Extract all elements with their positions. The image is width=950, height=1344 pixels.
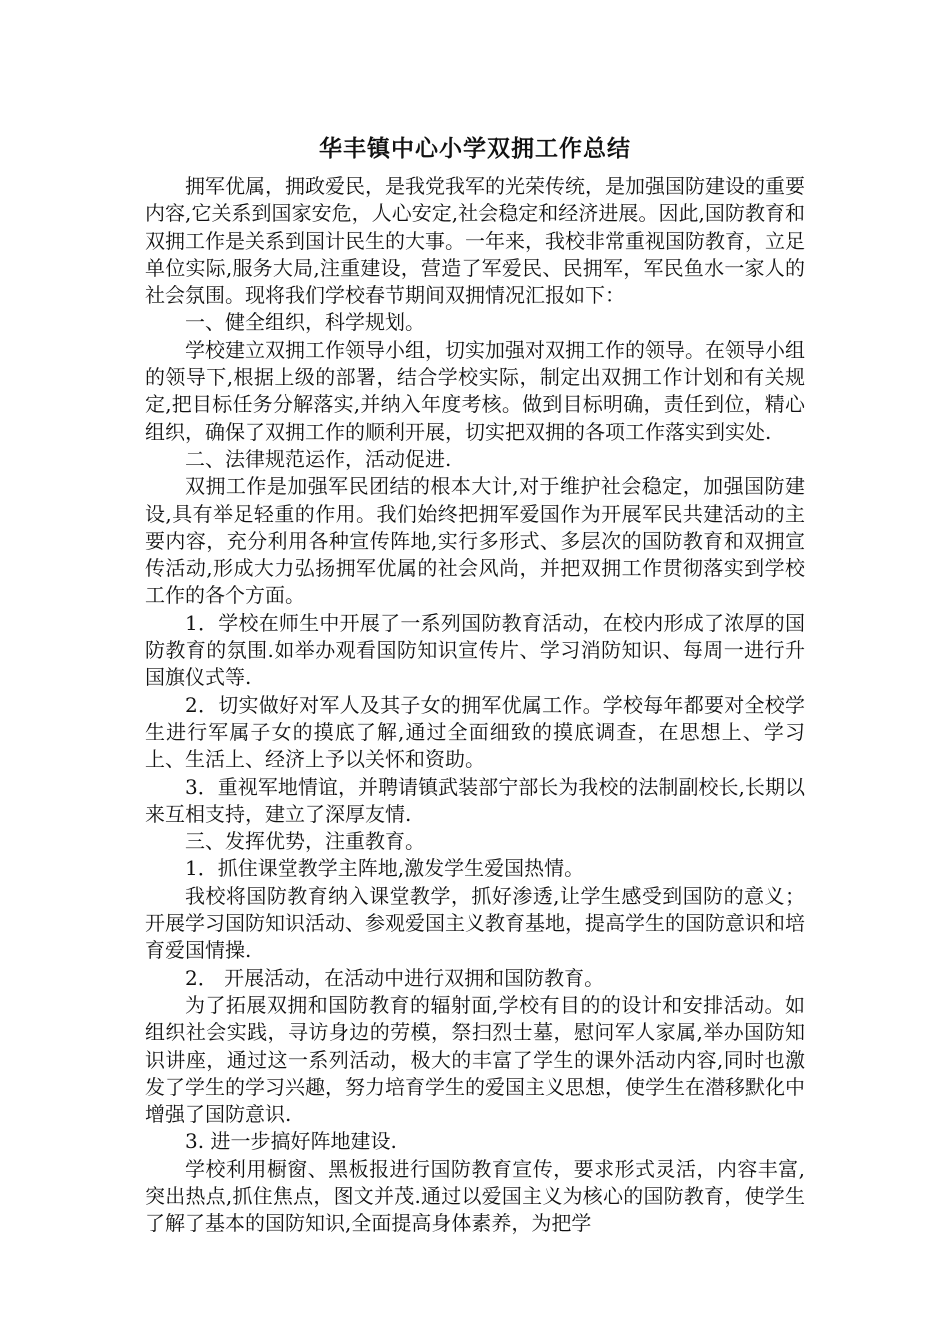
list-item: 3. 进一步搞好阵地建设. <box>185 1129 397 1154</box>
paragraph-intro: 拥军优属，拥政爱民，是我党我军的光荣传统，是加强国防建设的重要内容,它关系到国家安危，人心安定,社会稳定和经济进展。因此,国防教育和双拥工作是关系到国计民生的大事。一年来，我校非常重视国防教育，立足单位实际,服务大局,注重建设，营造了军爱民、民拥军，军民鱼水一家人的社会氛围。现将我们学校春节期间双拥情况汇报如下： <box>145 174 805 308</box>
list-item: 2． 开展活动，在活动中进行双拥和国防教育。 <box>185 965 605 990</box>
paragraph: 我校将国防教育纳入课堂教学，抓好渗透,让学生感受到国防的意义；开展学习国防知识活动、参观爱国主义教育基地，提高学生的国防意识和培育爱国情操. <box>145 883 805 963</box>
paragraph: 双拥工作是加强军民团结的根本大计,对于维护社会稳定，加强国防建设,具有举足轻重的作用。我们始终把拥军爱国作为开展军民共建活动的主要内容，充分利用各种宣传阵地,实行多形式、多层次的国防教育和双拥宣传活动,形成大力弘扬拥军优属的社会风尚，并把双拥工作贯彻落实到学校工作的各个方面。 <box>145 474 805 608</box>
list-item: 1．学校在师生中开展了一系列国防教育活动，在校内形成了浓厚的国防教育的氛围.如举办观看国防知识宣传片、学习消防知识、每周一进行升国旗仪式等. <box>145 610 805 690</box>
document-title: 华丰镇中心小学双拥工作总结 <box>319 136 631 162</box>
list-item: 3．重视军地情谊，并聘请镇武装部宁部长为我校的法制副校长,长期以来互相支持，建立了深厚友情. <box>145 774 805 826</box>
list-item: 1．抓住课堂教学主阵地,激发学生爱国热情。 <box>185 856 585 881</box>
paragraph: 学校利用橱窗、黑板报进行国防教育宣传，要求形式灵活，内容丰富,突出热点,抓住焦点，图文并茂.通过以爱国主义为核心的国防教育，使学生了解了基本的国防知识,全面提高身体素养，为把学 <box>145 1156 805 1236</box>
paragraph: 为了拓展双拥和国防教育的辐射面,学校有目的的设计和安排活动。如组织社会实践，寻访身边的劳模，祭扫烈士墓，慰问军人家属,举办国防知识讲座，通过这一系列活动，极大的丰富了学生的课外活动内容,同时也激发了学生的学习兴趣，努力培育学生的爱国主义思想，使学生在潜移默化中增强了国防意识. <box>145 992 805 1127</box>
list-item: 2．切实做好对军人及其子女的拥军优属工作。学校每年都要对全校学生进行军属子女的摸底了解,通过全面细致的摸底调查，在思想上、学习上、生活上、经济上予以关怀和资助。 <box>145 692 805 772</box>
section-heading-3: 三、发挥优势，注重教育。 <box>185 829 425 854</box>
document-body <box>145 173 805 1238</box>
paragraph: 学校建立双拥工作领导小组，切实加强对双拥工作的领导。在领导小组的领导下,根据上级的部署，结合学校实际，制定出双拥工作计划和有关规定,把目标任务分解落实,并纳入年度考核。做到目标明确，责任到位，精心组织，确保了双拥工作的顺利开展，切实把双拥的各项工作落实到实处. <box>145 337 805 444</box>
section-heading-1: 一、健全组织，科学规划。 <box>185 310 425 335</box>
section-heading-2: 二、法律规范运作，活动促进. <box>185 446 452 471</box>
